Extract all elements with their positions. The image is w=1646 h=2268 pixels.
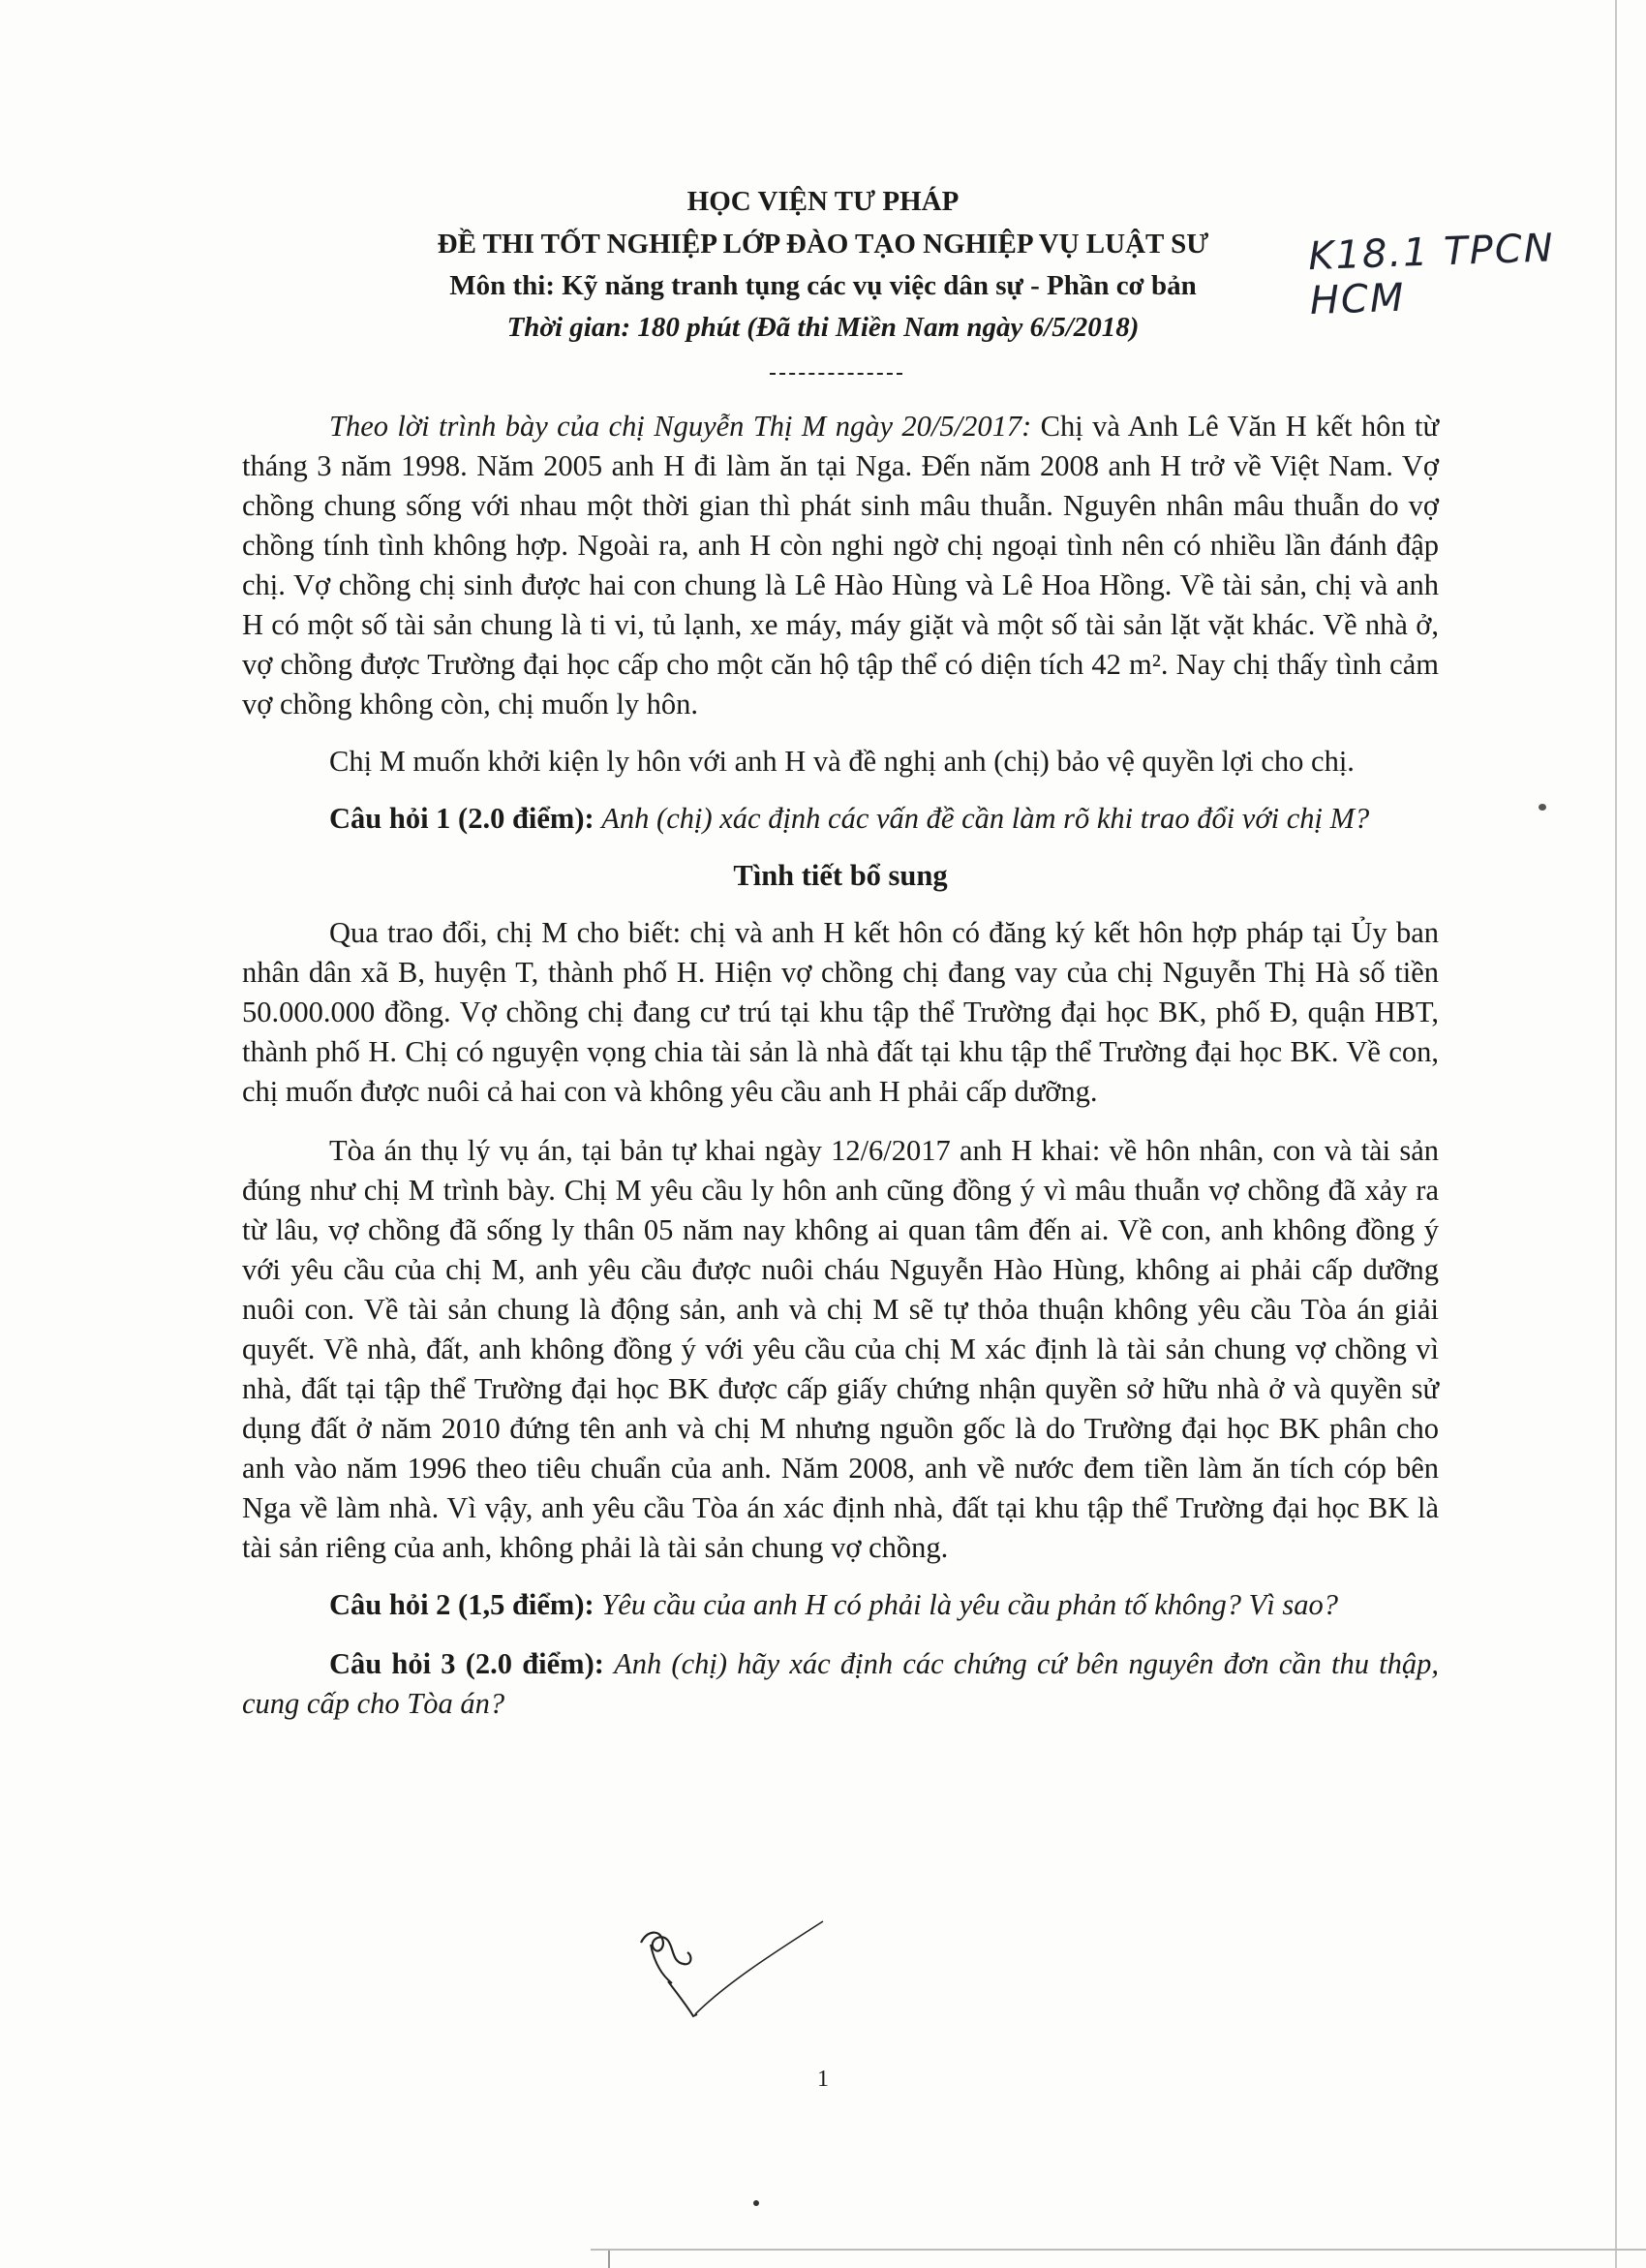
handwritten-note: K18.1 TPCN HCM: [1307, 226, 1556, 324]
supplement-title: Tình tiết bổ sung: [733, 859, 948, 892]
signature: [629, 1914, 842, 2030]
request-paragraph: Chị M muốn khởi kiện ly hôn với anh H và đề nghị anh (chị) bảo vệ quyền lợi cho chị.: [329, 745, 1355, 778]
question-3-label: Câu hỏi 3 (2.0 điểm):: [329, 1647, 604, 1680]
question-2-text: Yêu cầu của anh H có phải là yêu cầu phản tố không? Vì sao?: [601, 1588, 1338, 1621]
question-1-separator: :: [584, 802, 602, 835]
intro-paragraph: [242, 407, 1439, 724]
intro-label: Theo lời trình bày của chị Nguyễn Thị M ngày 20/5/2017:: [329, 410, 1032, 443]
page-edge: [608, 2251, 610, 2268]
exam-subject: Môn thi: Kỹ năng tranh tụng các vụ việc dân sự - Phần cơ bản: [449, 270, 1197, 301]
question-2-label: Câu hỏi 2 (1,5 điểm): [329, 1588, 585, 1621]
page-number: 1: [817, 2067, 829, 2092]
scan-speck: [753, 2200, 759, 2206]
exam-time: Thời gian: 180 phút (Đã thi Miền Nam ngày 6/5/2018): [506, 312, 1140, 343]
exam-body: [242, 407, 1439, 1724]
intro-text: Chị và Anh Lê Văn H kết hôn từ tháng 3 năm 1998. Năm 2005 anh H đi làm ăn tại Nga. Đến năm 2008 anh H trở về Việt Nam. Vợ chồng chung sống với nhau một thời gian thì phát sinh mâu thuẫn. Nguyên nhân mâu thuẫn do vợ chồng tính tình không hợp. Ngoài ra, anh H còn nghi ngờ chị ngoại tình nên có nhiều lần đánh đập chị. Vợ chồng chị sinh được hai con chung là Lê Hào Hùng và Lê Hoa Hồng. Về tài sản, chị và anh H có một số tài sản chung là ti vi, tủ lạnh, xe máy, máy giặt và một số tài sản lặt vặt khác. Về nhà ở, vợ chồng được Trường đại học cấp cho một căn hộ tập thể có diện tích 42 m². Nay chị thấy tình cảm vợ chồng không còn, chị muốn ly hôn.: [242, 410, 1439, 720]
question-1: [242, 799, 1439, 839]
scan-speck: [1539, 804, 1546, 811]
header-divider: [770, 373, 902, 375]
question-3-separator: [604, 1647, 614, 1680]
exam-title: ĐỀ THI TỐT NGHIỆP LỚP ĐÀO TẠO NGHIỆP VỤ LUẬT SƯ: [437, 229, 1209, 260]
question-1-text: Anh (chị) xác định các vấn đề cần làm rõ khi trao đổi với chị M?: [601, 802, 1370, 835]
question-2: [242, 1585, 1439, 1625]
institution-title: HỌC VIỆN TƯ PHÁP: [686, 186, 960, 217]
question-1-label: Câu hỏi 1 (2.0 điểm): [329, 802, 585, 835]
court-paragraph: Tòa án thụ lý vụ án, tại bản tự khai ngày 12/6/2017 anh H khai: về hôn nhân, con và tài sản đúng như chị M trình bày. Chị M yêu cầu ly hôn anh cũng đồng ý vì mâu thuẫn vợ chồng đã xảy ra từ lâu, vợ chồng đã sống ly thân 05 năm nay không ai quan tâm đến ai. Về con, anh không đồng ý với yêu cầu của chị M, anh yêu cầu được nuôi cháu Nguyễn Hào Hùng, không ai phải cấp dưỡng nuôi con. Về tài sản chung là động sản, anh và chị M sẽ tự thỏa thuận không yêu cầu Tòa án giải quyết. Về nhà, đất, anh không đồng ý với yêu cầu của chị M xác định là tài sản chung vợ chồng vì nhà, đất tại tập thể Trường đại học BK được cấp giấy chứng nhận quyền sở hữu nhà ở và quyền sử dụng đất ở năm 2010 đứng tên anh và chị M nhưng nguồn gốc là do Trường đại học BK phân cho anh vào năm 1996 theo tiêu chuẩn của anh. Năm 2008, anh về nước đem tiền làm ăn tích cóp bên Nga về làm nhà. Vì vậy, anh yêu cầu Tòa án xác định nhà, đất tại khu tập thể Trường đại học BK là tài sản riêng của anh, không phải là tài sản chung vợ chồng.: [242, 1134, 1439, 1564]
page-edge: [591, 2249, 1646, 2251]
question-3: [242, 1644, 1439, 1724]
question-2-separator: :: [584, 1588, 602, 1621]
question-3-text: Anh (chị) hãy xác định các chứng cứ bên nguyên đơn cần thu thập, cung cấp cho Tòa án?: [242, 1647, 1439, 1720]
supplement-paragraph: Qua trao đổi, chị M cho biết: chị và anh H kết hôn có đăng ký kết hôn hợp pháp tại Ủy ban nhân dân xã B, huyện T, thành phố H. Hiện vợ chồng chị đang vay của chị Nguyễn Thị Hà số tiền 50.000.000 đồng. Vợ chồng chị đang cư trú tại khu tập thể Trường đại học BK, phố Đ, quận HBT, thành phố H. Chị có nguyện vọng chia tài sản là nhà đất tại khu tập thể Trường đại học BK. Về con, chị muốn được nuôi cả hai con và không yêu cầu anh H phải cấp dưỡng.: [242, 916, 1439, 1108]
